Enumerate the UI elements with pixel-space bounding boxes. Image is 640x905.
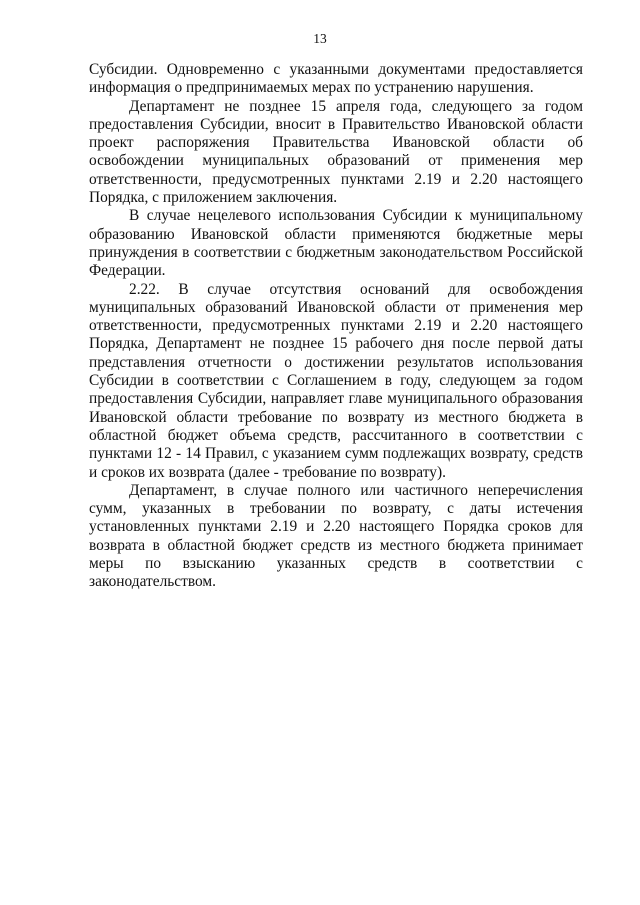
paragraph-2: Департамент не позднее 15 апреля года, следующего за годом предоставления Субсидии, вносит в Правительство Ивановской области проект распоряжения Правительства Ивановской области об освобождении муниципальных образований от применения мер ответственности, предусмотренных пунктами 2.19 и 2.20 настоящего Порядка, с приложением заключения. bbox=[89, 97, 583, 207]
paragraph-3: В случае нецелевого использования Субсидии к муниципальному образованию Ивановской области применяются бюджетные меры принуждения в соответствии с бюджетным законодательством Российской Федерации. bbox=[89, 207, 583, 280]
document-body bbox=[89, 61, 583, 592]
paragraph-5: Департамент, в случае полного или частичного неперечисления сумм, указанных в требовании по возврату, с даты истечения установленных пунктами 2.19 и 2.20 настоящего Порядка сроков для возврата в областной бюджет средств из местного бюджета принимает меры по взысканию указанных средств в соответствии с законодательством. bbox=[89, 481, 583, 591]
paragraph-4: 2.22. В случае отсутствия оснований для освобождения муниципальных образований Ивановской области от применения мер ответственности, предусмотренных пунктами 2.19 и 2.20 настоящего Порядка, Департамент не позднее 15 рабочего дня после первой даты представления отчетности о достижении результатов использования Субсидии в соответствии с Соглашением в году, следующем за годом предоставления Субсидии, направляет главе муниципального образования Ивановской области требование по возврату из местного бюджета в областной бюджет объема средств, рассчитанного в соответствии с пунктами 12 - 14 Правил, с указанием сумм подлежащих возврату, средств и сроков их возврата (далее - требование по возврату). bbox=[89, 280, 583, 481]
page-number: 13 bbox=[313, 31, 327, 46]
paragraph-1: Субсидии. Одновременно с указанными документами предоставляется информация о предпринимаемых мерах по устранению нарушения. bbox=[89, 61, 583, 97]
